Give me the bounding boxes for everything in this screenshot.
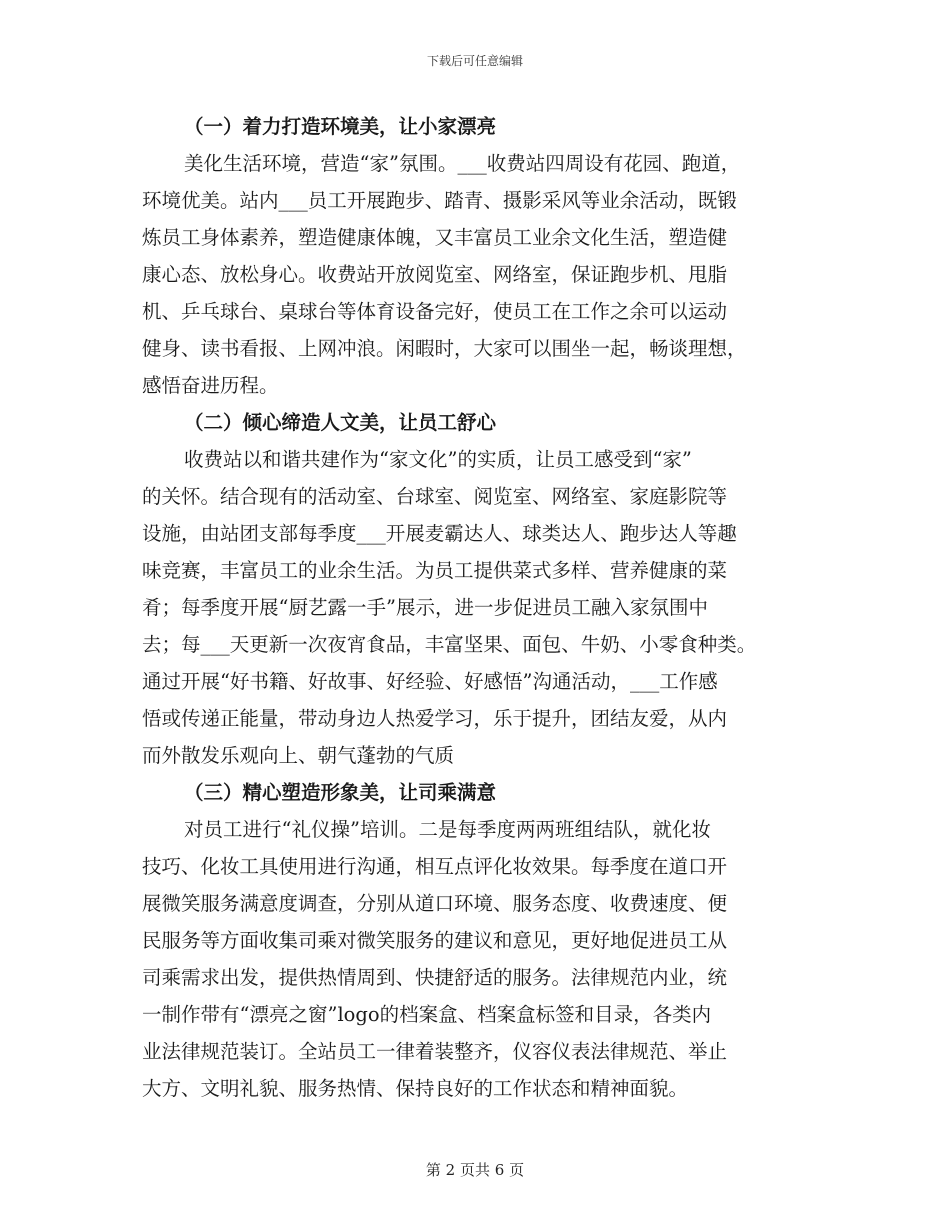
paragraph-line: 康心态、放松身心。收费站开放阅览室、网络室，保证跑步机、甩脂	[142, 263, 728, 286]
paragraph-line: 对员工进行“礼仪操”培训。二是每季度两两班组结队，就化妆	[184, 818, 711, 841]
paragraph-line: 展微笑服务满意度调查，分别从道口环境、服务态度、收费速度、便	[142, 892, 728, 915]
page-footer: 第 2 页共 6 页	[425, 1161, 525, 1179]
paragraph-line: 收费站以和谐共建作为“家文化”的实质，让员工感受到“家”	[184, 448, 692, 471]
paragraph-line: 机、乒乓球台、桌球台等体育设备完好，使员工在工作之余可以运动	[142, 300, 728, 323]
section-heading: （三）精心塑造形象美，让司乘满意	[184, 781, 497, 804]
paragraph-line: 去；每___天更新一次夜宵食品，丰富坚果、面包、牛奶、小零食种类。	[142, 633, 757, 656]
paragraph-line: 悟或传递正能量，带动身边人热爱学习，乐于提升，团结友爱，从内	[142, 707, 728, 730]
paragraph-line: 业法律规范装订。全站员工一律着装整齐，仪容仪表法律规范、举止	[142, 1040, 728, 1063]
paragraph-line: 的关怀。结合现有的活动室、台球室、阅览室、网络室、家庭影院等	[142, 485, 728, 508]
section-heading: （一）着力打造环境美，让小家漂亮	[184, 115, 497, 138]
paragraph-line: 一制作带有“漂亮之窗”logo的档案盒、档案盒标签和目录，各类内	[142, 1003, 712, 1026]
paragraph-line: 民服务等方面收集司乘对微笑服务的建议和意见，更好地促进员工从	[142, 929, 728, 952]
paragraph-line: 环境优美。站内___员工开展跑步、踏青、摄影采风等业余活动，既锻	[142, 189, 737, 212]
paragraph-line: 技巧、化妆工具使用进行沟通，相互点评化妆效果。每季度在道口开	[142, 855, 728, 878]
paragraph-line: 美化生活环境，营造“家”氛围。___收费站四周设有花园、跑道，	[184, 152, 741, 175]
paragraph-line: 大方、文明礼貌、服务热情、保持良好的工作状态和精神面貌。	[142, 1077, 689, 1100]
page-header: 下载后可任意编辑	[426, 54, 523, 68]
paragraph-line: 而外散发乐观向上、朝气蓬勃的气质	[142, 744, 455, 767]
paragraph-line: 司乘需求出发，提供热情周到、快捷舒适的服务。法律规范内业，统	[142, 966, 728, 989]
paragraph-line: 感悟奋进历程。	[142, 374, 279, 397]
paragraph-line: 健身、读书看报、上网冲浪。闲暇时，大家可以围坐一起，畅谈理想，	[142, 337, 747, 360]
paragraph-line: 炼员工身体素养，塑造健康体魄，又丰富员工业余文化生活，塑造健	[142, 226, 728, 249]
paragraph-line: 味竞赛，丰富员工的业余生活。为员工提供菜式多样、营养健康的菜	[142, 559, 728, 582]
document-body	[142, 108, 822, 1107]
paragraph-line: 设施，由站团支部每季度___开展麦霸达人、球类达人、跑步达人等趣	[142, 522, 737, 545]
paragraph-line: 通过开展“好书籍、好故事、好经验、好感悟”沟通活动，___工作感	[142, 670, 718, 693]
paragraph-line: 肴；每季度开展“厨艺露一手”展示，进一步促进员工融入家氛围中	[142, 596, 708, 619]
section-heading: （二）倾心缔造人文美，让员工舒心	[184, 411, 497, 434]
